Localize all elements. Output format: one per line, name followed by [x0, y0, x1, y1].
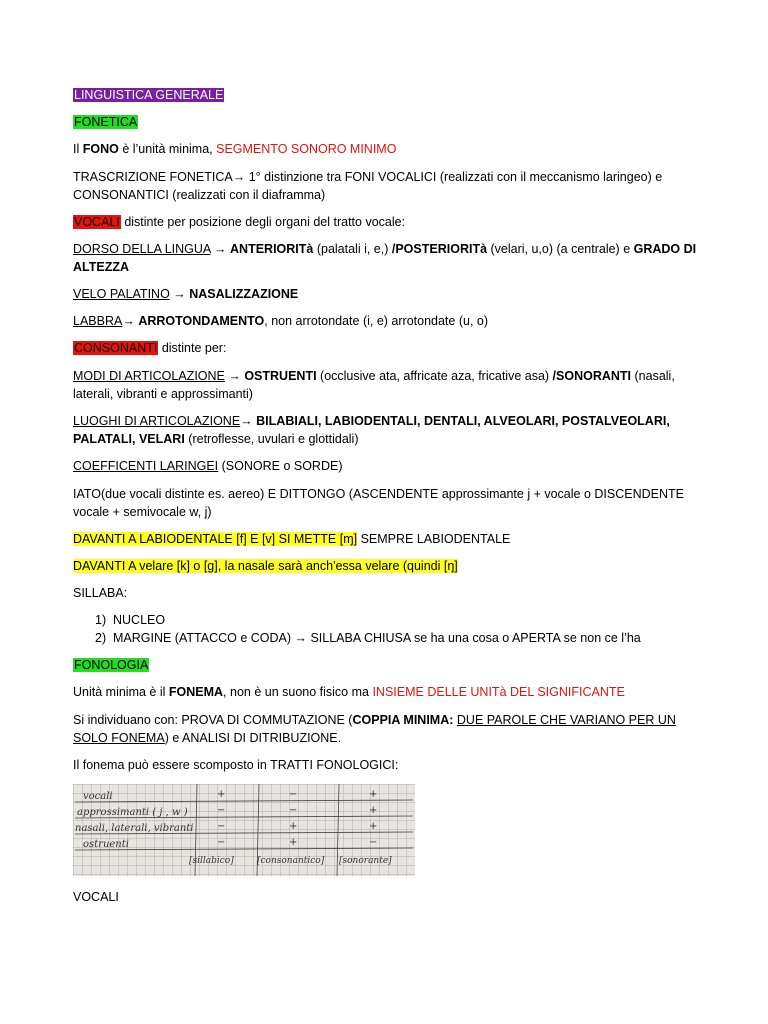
table-cell: −	[217, 837, 226, 848]
table-cell: −	[289, 789, 298, 800]
dorso-line2: ALTEZZA	[73, 260, 130, 274]
individuano-line2: SOLO FONEMA) e ANALISI DI DITRIBUZIONE.	[73, 731, 342, 745]
table-cell: +	[289, 837, 298, 848]
fonema-line: Unità minima è il FONEMA, non è un suono fisico ma INSIEME DELLE UNITà DEL SIGNIFICANTE	[73, 685, 625, 699]
table-cell: +	[369, 789, 378, 800]
table-cell: +	[217, 789, 226, 800]
table-col-label: [sillabico]	[189, 856, 234, 866]
doc-title: LINGUISTICA GENERALE	[74, 88, 224, 102]
table-cell: −	[369, 837, 378, 848]
table-cell: −	[289, 805, 298, 816]
table-row-label: vocali	[83, 791, 113, 802]
davanti-velare: DAVANTI A velare [k] o [g], la nasale sarà anch'essa velare (quindi [ŋ]	[73, 559, 458, 573]
table-row-label: nasali, laterali, vibranti	[75, 823, 194, 834]
feature-table-svg	[73, 784, 415, 876]
scomposto-line: Il fonema può essere scomposto in TRATTI FONOLOGICI:	[73, 758, 399, 772]
dorso-line1: DORSO DELLA LINGUA → ANTERIORITà (palatali i, e,) /POSTERIORITà (velari, u,o) (a centrale) e GRADO DI	[73, 242, 697, 256]
table-cell: −	[217, 821, 226, 832]
modi-line2: laterali, vibranti e approssimanti)	[73, 387, 253, 401]
table-row-label: approssimanti ( j , w )	[77, 807, 188, 818]
table-cell: +	[369, 821, 378, 832]
vocali-heading: VOCALI	[73, 890, 119, 904]
iato-line1: IATO(due vocali distinte es. aereo) E DITTONGO (ASCENDENTE approssimante j + vocale o DISCENDENTE	[73, 487, 684, 501]
list-item: 1) NUCLEO	[95, 613, 166, 627]
handwritten-feature-table	[73, 784, 415, 876]
vocali-line: VOCALI distinte per posizione degli organi del tratto vocale:	[74, 215, 406, 229]
individuano-line1: Si individuano con: PROVA DI COMMUTAZIONE (COPPIA MINIMA: DUE PAROLE CHE VARIANO PER UN	[73, 713, 676, 727]
consonanti-line: CONSONANTI distinte per:	[74, 341, 227, 355]
fono-line: Il FONO è l’unità minima, SEGMENTO SONORO MINIMO	[73, 142, 397, 156]
sillaba-heading: SILLABA:	[73, 586, 128, 600]
luoghi-line1: LUOGHI DI ARTICOLAZIONE→ BILABIALI, LABIODENTALI, DENTALI, ALVEOLARI, POSTALVEOLARI,	[73, 414, 670, 428]
table-cell: +	[369, 805, 378, 816]
table-cell: −	[217, 805, 226, 816]
trascrizione-line2: CONSONANTICI (realizzati con il diaframma)	[73, 188, 326, 202]
coeff-line: COEFFICENTI LARINGEI (SONORE o SORDE)	[73, 459, 343, 473]
table-cell: +	[289, 821, 298, 832]
table-col-label: [sonorante]	[339, 856, 392, 866]
iato-line2: vocale + semivocale w, j)	[73, 505, 212, 519]
labbra-line: LABBRA→ ARROTONDAMENTO, non arrotondate (i, e) arrotondate (u, o)	[73, 314, 489, 328]
table-row-label: ostruenti	[83, 839, 129, 850]
table-col-label: [consonantico]	[257, 856, 325, 866]
trascrizione-line1: TRASCRIZIONE FONETICA→ 1° distinzione tra FONI VOCALICI (realizzati con il meccanismo laringeo) e	[73, 170, 663, 184]
luoghi-line2: PALATALI, VELARI (retroflesse, uvulari e glottidali)	[73, 432, 359, 446]
davanti-labiodentale: DAVANTI A LABIODENTALE [f] E [v] SI METTE [ɱ] SEMPRE LABIODENTALE	[73, 532, 511, 546]
modi-line1: MODI DI ARTICOLAZIONE → OSTRUENTI (occlusive ata, affricate aza, fricative asa) /SONORANTI (nasali,	[73, 369, 675, 383]
list-item: 2) MARGINE (ATTACCO e CODA) → SILLABA CHIUSA se ha una cosa o APERTA se non ce l’ha	[95, 631, 641, 645]
sillaba-list	[73, 611, 713, 647]
velo-line: VELO PALATINO → NASALIZZAZIONE	[73, 287, 299, 301]
section-fonologia: FONOLOGIA	[74, 658, 149, 672]
section-fonetica: FONETICA	[74, 115, 138, 129]
